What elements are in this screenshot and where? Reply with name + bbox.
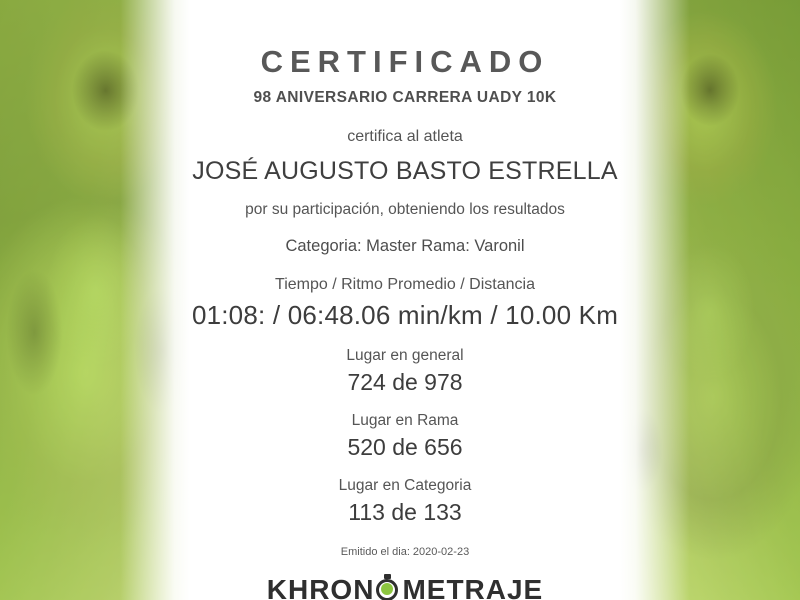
stopwatch-stem xyxy=(384,574,391,579)
placement-value-categoria: 113 de 133 xyxy=(348,499,462,525)
participation-line: por su participación, obteniendo los resultados xyxy=(245,201,565,218)
runner-photo-left xyxy=(0,0,190,600)
results-value: 01:08: / 06:48.06 min/km / 10.00 Km xyxy=(191,300,619,330)
khronometraje-logo xyxy=(267,574,543,600)
event-subtitle: 98 ANIVERSARIO CARRERA UADY 10K xyxy=(253,89,557,106)
placement-value-general: 724 de 978 xyxy=(347,369,463,395)
runner-photo-right xyxy=(620,0,800,600)
placement-label-rama: Lugar en Rama xyxy=(351,412,459,429)
placement-label-categoria: Lugar en Categoria xyxy=(338,477,472,494)
photo-left-fade xyxy=(120,0,190,600)
results-label: Tiempo / Ritmo Promedio / Distancia xyxy=(275,276,535,293)
logo-part-2: METRAJE xyxy=(402,574,544,600)
logo-text xyxy=(267,574,543,600)
placement-value-rama: 520 de 656 xyxy=(347,434,463,460)
photo-right-fade xyxy=(620,0,690,600)
stopwatch-icon xyxy=(375,577,401,600)
category-line: Categoria: Master Rama: Varonil xyxy=(285,237,525,255)
certificate-content xyxy=(190,0,620,600)
athlete-name: JOSÉ AUGUSTO BASTO ESTRELLA xyxy=(192,157,618,185)
issued-date: Emitido el dia: 2020-02-23 xyxy=(340,546,470,558)
page-title: CERTIFICADO xyxy=(260,44,550,79)
placement-label-general: Lugar en general xyxy=(346,347,464,364)
certify-line: certifica al atleta xyxy=(347,128,463,145)
logo-part-1: KHRON xyxy=(266,574,375,600)
